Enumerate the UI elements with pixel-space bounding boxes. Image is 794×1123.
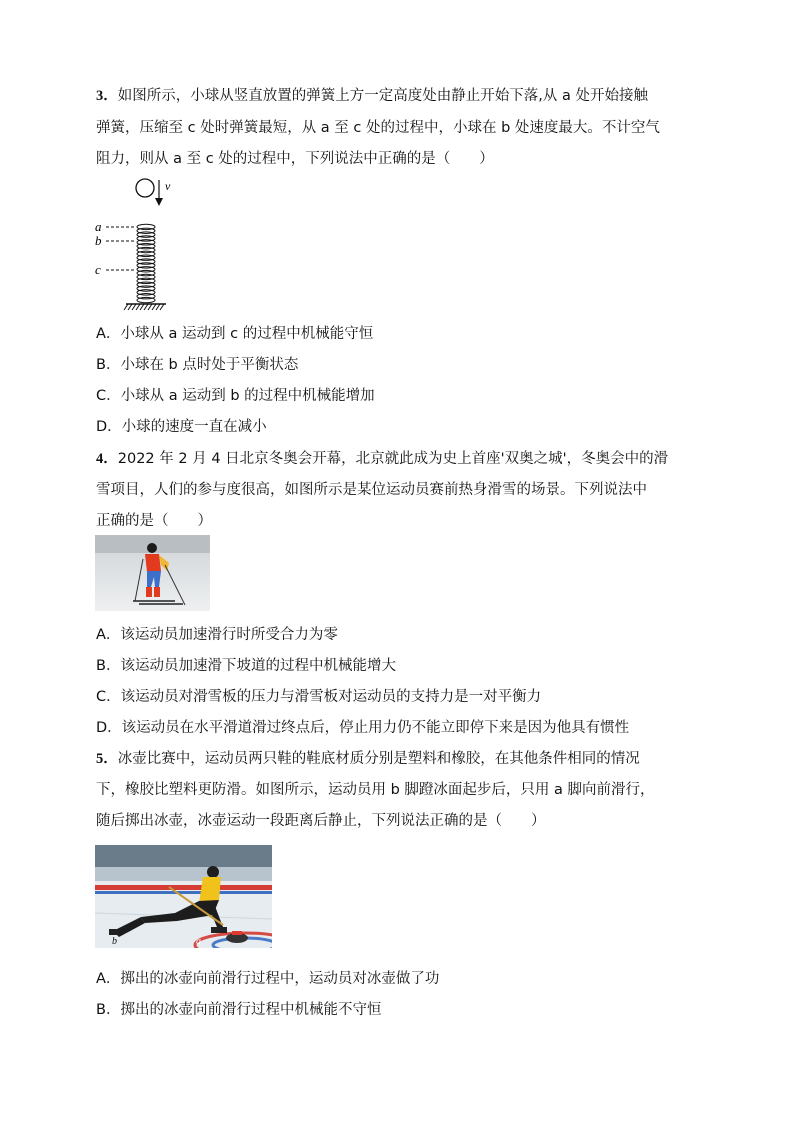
spring-coil [137, 297, 155, 302]
label-a: a [95, 219, 102, 234]
q3-number: 3． [96, 88, 118, 104]
hatch-mark [132, 304, 136, 310]
hatch-mark [148, 304, 152, 310]
hatch-mark [136, 304, 140, 310]
foot-label-a: a [196, 936, 201, 947]
ground-hatch [124, 304, 164, 310]
q5-option-b[interactable]: B．掷出的冰壶向前滑行过程中机械能不守恒 [96, 1002, 382, 1018]
q5-line-3: 随后掷出冰壶，冰壶运动一段距离后静止，下列说法正确的是（ ） [96, 813, 546, 829]
q5-line-2: 下，橡胶比塑料更防滑。如图所示，运动员用 b 脚蹬冰面起步后，只用 a 脚向前滑行， [96, 782, 655, 798]
q5-option-a[interactable]: A．掷出的冰壶向前滑行过程中，运动员对冰壶做了功 [96, 971, 440, 987]
q4-line-1: 4．2022 年 2 月 4 日北京冬奥会开幕，北京就此成为史上首座'双奥之城'，冬奥会中的滑 [96, 451, 669, 467]
spring [137, 224, 155, 303]
q3-line-1: 3．如图所示，小球从竖直放置的弹簧上方一定高度处由静止开始下落,从 a 处开始接触 [96, 88, 648, 104]
q4-option-b[interactable]: B．该运动员加速滑下坡道的过程中机械能增大 [96, 658, 396, 674]
q4-option-a[interactable]: A．该运动员加速滑行时所受合力为零 [96, 627, 338, 643]
velocity-arrowhead [155, 198, 163, 206]
hatch-mark [140, 304, 144, 310]
q4-option-c[interactable]: C．该运动员对滑雪板的压力与滑雪板对运动员的支持力是一对平衡力 [96, 689, 542, 705]
q4-line-3: 正确的是（ ） [96, 513, 212, 529]
curling-photo [95, 845, 272, 948]
q4-line-2: 雪项目，人们的参与度很高，如图所示是某位运动员赛前热身滑雪的场景。下列说法中 [96, 482, 647, 498]
label-c: c [95, 262, 101, 277]
hatch-mark [152, 304, 156, 310]
q3-line-3: 阻力，则从 a 至 c 处的过程中，下列说法中正确的是（ ） [96, 151, 494, 167]
q4-option-d[interactable]: D．该运动员在水平滑道滑过终点后，停止用力仍不能立即停下来是因为他具有惯性 [96, 720, 630, 736]
q3-option-b[interactable]: B．小球在 b 点时处于平衡状态 [96, 357, 299, 373]
q3-option-d[interactable]: D．小球的速度一直在减小 [96, 419, 267, 435]
spring-ball-figure [92, 176, 182, 314]
q4-number: 4． [96, 451, 118, 467]
q3-line-2: 弹簧，压缩至 c 处时弹簧最短，从 a 至 c 处的过程中，小球在 b 处速度最大。不计空气 [96, 120, 660, 136]
hatch-mark [124, 304, 128, 310]
q5-line-1: 5．冰壶比赛中，运动员两只鞋的鞋底材质分别是塑料和橡胶，在其他条件相同的情况 [96, 751, 640, 767]
velocity-label: v [165, 179, 171, 193]
hatch-mark [144, 304, 148, 310]
hatch-mark [160, 304, 164, 310]
ball [136, 179, 154, 197]
q3-option-c[interactable]: C．小球从 a 运动到 b 的过程中机械能增加 [96, 388, 375, 404]
hatch-mark [156, 304, 160, 310]
q5-number: 5． [96, 751, 118, 767]
q3-option-a[interactable]: A．小球从 a 运动到 c 的过程中机械能守恒 [96, 326, 374, 342]
foot-label-b: b [112, 936, 117, 947]
hatch-mark [128, 304, 132, 310]
label-b: b [95, 233, 102, 248]
skier-photo [95, 535, 210, 611]
